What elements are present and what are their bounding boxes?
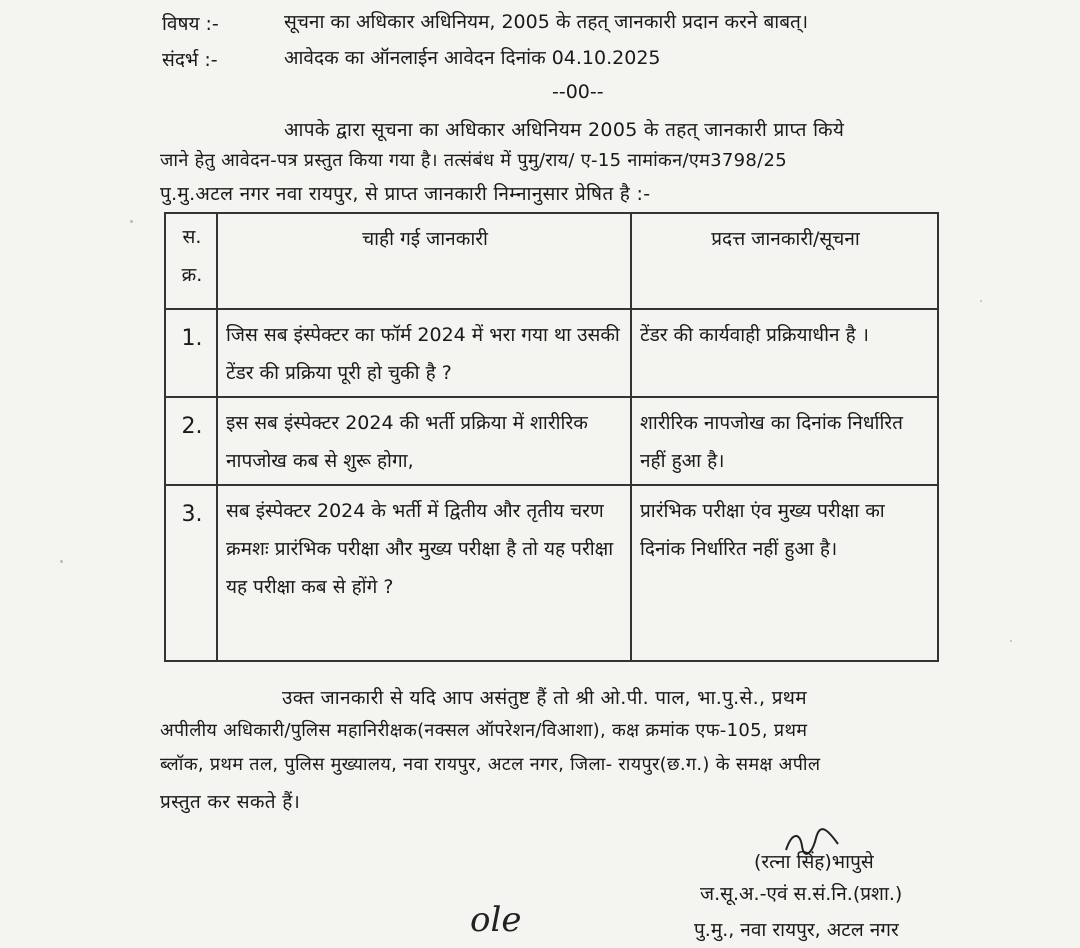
appeal-line-1: उक्त जानकारी से यदि आप असंतुष्ट हैं तो श्री ओ.पी. पाल, भा.पु.से., प्रथम	[282, 687, 807, 709]
reference-label: संदर्भ :-	[162, 49, 218, 71]
scan-speck	[980, 300, 982, 302]
handwritten-note: ole	[470, 900, 522, 940]
appeal-line-3: ब्लॉक, प्रथम तल, पुलिस मुख्यालय, नवा रायपुर, अटल नगर, जिला- रायपुर(छ.ग.) के समक्ष अपील	[160, 754, 821, 775]
header-provided: प्रदत्त जानकारी/सूचना	[631, 213, 938, 309]
row-2-answer: शारीरिक नापजोख का दिनांक निर्धारित नहीं हुआ है।	[631, 397, 938, 485]
table-row	[165, 485, 938, 661]
signatory-name: (रत्ना सिंह)भापुसे	[754, 851, 874, 873]
table-row	[165, 397, 938, 485]
header-serial	[165, 213, 217, 309]
subject-label: विषय :-	[162, 13, 219, 35]
header-serial-line-2: क्र.	[181, 264, 203, 286]
row-1-number: 1.	[165, 309, 217, 397]
header-serial-line-1: स.	[182, 226, 202, 248]
row-2-number: 2.	[165, 397, 217, 485]
separator: --00--	[552, 81, 604, 103]
row-3-number: 3.	[165, 485, 217, 661]
subject-text: सूचना का अधिकार अधिनियम, 2005 के तहत् जानकारी प्रदान करने बाबत्।	[284, 11, 809, 33]
row-1-question: जिस सब इंस्पेक्टर का फॉर्म 2024 में भरा गया था उसकी टेंडर की प्रक्रिया पूरी हो चुकी है ?	[217, 309, 631, 397]
intro-line-1: आपके द्वारा सूचना का अधिकार अधिनियम 2005 के तहत् जानकारी प्राप्त किये	[284, 119, 845, 141]
row-2-question: इस सब इंस्पेक्टर 2024 की भर्ती प्रक्रिया में शारीरिक नापजोख कब से शुरू होगा,	[217, 397, 631, 485]
scan-speck	[1010, 640, 1012, 642]
header-requested: चाही गई जानकारी	[217, 213, 631, 309]
signatory-office: पु.मु., नवा रायपुर, अटल नगर	[694, 919, 899, 941]
intro-line-2: जाने हेतु आवेदन-पत्र प्रस्तुत किया गया है। तत्संबंध में पुमु/राय/ ए-15 नामांकन/एम3798/25	[160, 150, 788, 171]
appeal-line-4: प्रस्तुत कर सकते हैं।	[160, 791, 301, 813]
appeal-line-2: अपीलीय अधिकारी/पुलिस महानिरीक्षक(नक्सल ऑपरेशन/विआशा), कक्ष क्रमांक एफ-105, प्रथम	[160, 720, 808, 741]
row-3-question: सब इंस्पेक्टर 2024 के भर्ती में द्वितीय और तृतीय चरण क्रमशः प्रारंभिक परीक्षा और मुख्य परीक्षा है तो यह परीक्षा यह परीक्षा कब से होंगे ?	[217, 485, 631, 661]
row-3-answer: प्रारंभिक परीक्षा एंव मुख्य परीक्षा का दिनांक निर्धारित नहीं हुआ है।	[631, 485, 938, 661]
table-row	[165, 309, 938, 397]
scan-speck	[60, 560, 63, 563]
row-1-answer: टेंडर की कार्यवाही प्रक्रियाधीन है ।	[631, 309, 938, 397]
intro-line-3: पु.मु.अटल नगर नवा रायपुर, से प्राप्त जानकारी निम्नानुसार प्रेषित है :-	[160, 183, 651, 205]
signatory-designation: ज.सू.अ.-एवं स.सं.नि.(प्रशा.)	[700, 883, 903, 905]
reference-text: आवेदक का ऑनलाईन आवेदन दिनांक 04.10.2025	[284, 47, 661, 69]
table-header-row	[165, 213, 938, 309]
scan-speck	[130, 220, 133, 223]
information-table	[164, 212, 939, 662]
